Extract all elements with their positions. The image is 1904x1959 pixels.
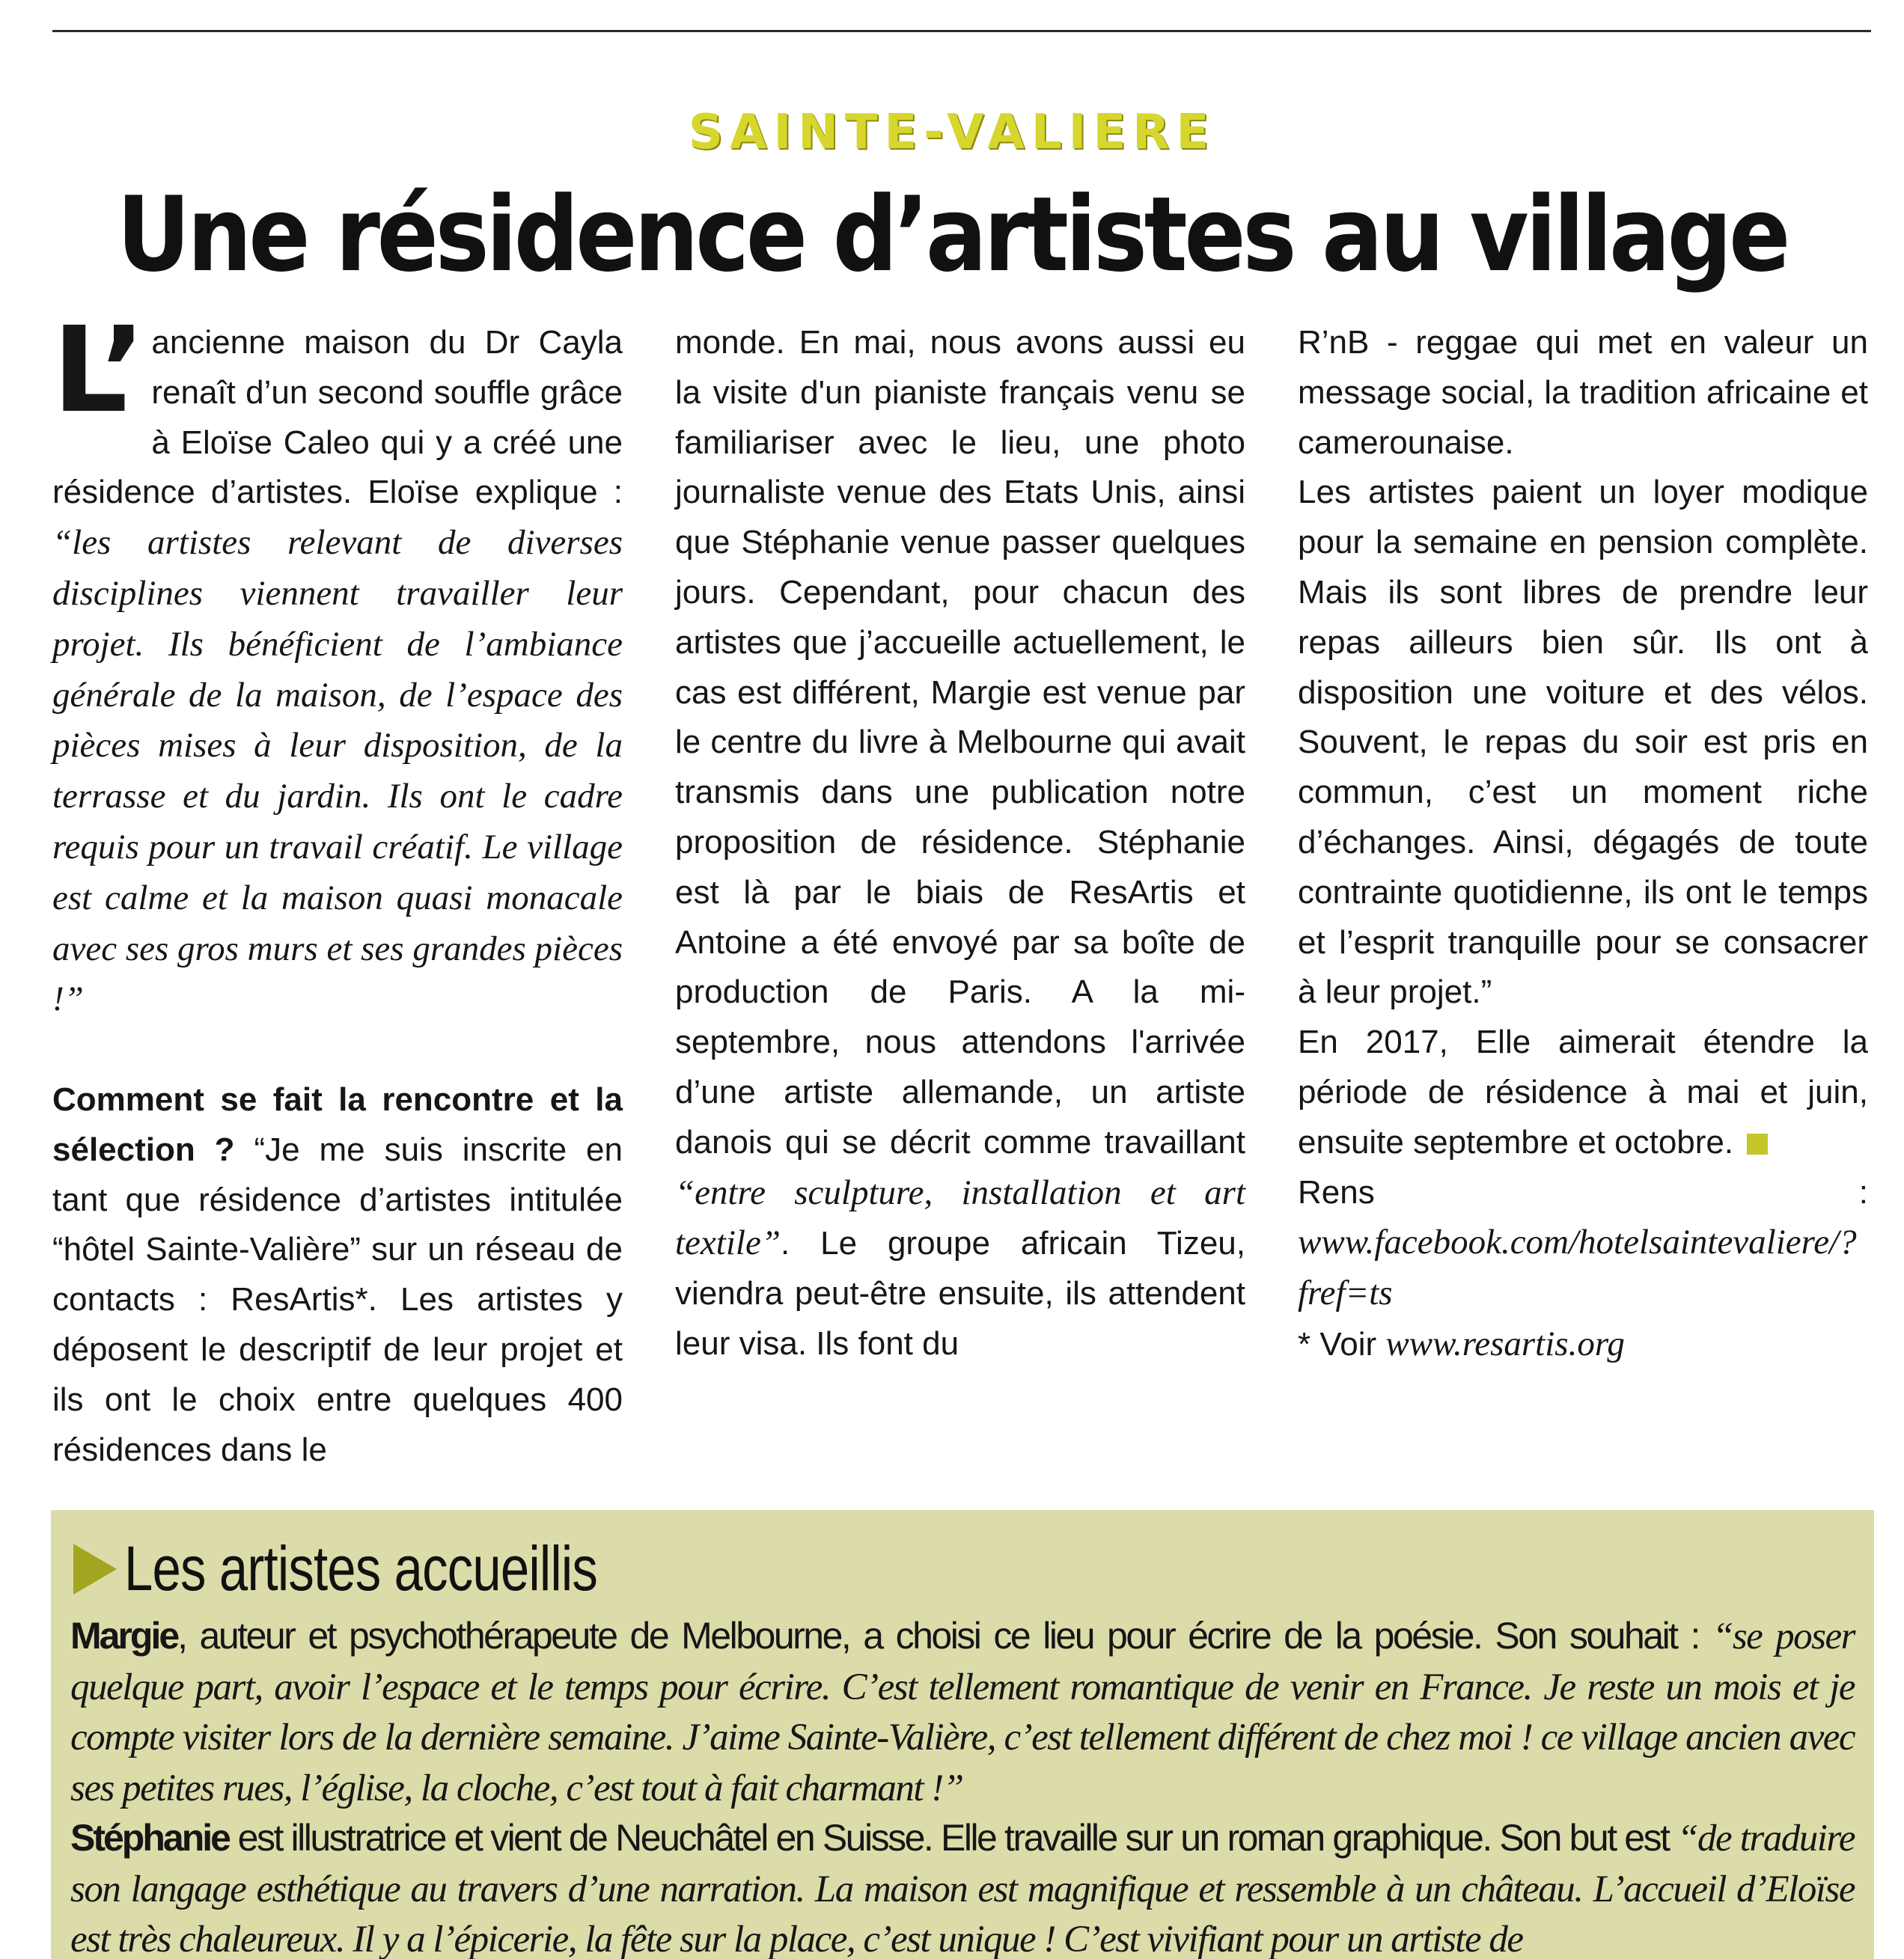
artist-name: Stéphanie [70,1817,229,1859]
article-columns [52,302,1868,1485]
column-3-paragraph-1: R’nB - reggae qui met en valeur un message social, la tradition africaine et camerounaise. [1298,324,1868,461]
drop-cap: L’ [52,302,146,439]
section-kicker: SAINTE-VALIERE [688,105,1216,160]
column-1 [52,302,623,1485]
triangle-arrow-icon [73,1544,117,1595]
info-label: Rens : [1298,1173,1868,1211]
resartis-link[interactable]: www.resartis.org [1385,1324,1625,1363]
artist-name: Margie [70,1615,178,1657]
footnote-label: * Voir [1298,1325,1386,1363]
end-of-article-square-icon [1747,1134,1768,1155]
plans-text: En 2017, Elle aimerait étendre la période de résidence à mai et juin, ensuite septembre et octobre. [1298,1024,1868,1161]
top-rule [52,30,1871,32]
footnote-line [1298,1319,1868,1370]
sidebar-box [51,1510,1874,1959]
column-1-paragraph-2 [52,1075,623,1475]
question-heading: Comment se fait la rencontre et la sélection ? [52,1081,623,1168]
stephanie-paragraph [70,1813,1855,1959]
column-2-paragraph [675,318,1245,1369]
visits-text-end: . Le groupe africain Tizeu, viendra peut-être ensuite, ils attendent leur visa. Ils font du [675,1225,1245,1362]
artist-description: est illustratrice et vient de Neuchâtel en Suisse. Elle travaille sur un roman graphique. Son but est [228,1817,1678,1859]
box-title-text: Les artistes accueillis [124,1533,597,1604]
column-3-paragraph-3 [1298,1018,1868,1167]
margie-paragraph [70,1611,1855,1813]
paragraph-gap [52,1025,623,1075]
selection-text: “Je me suis inscrite en tant que résidence d’artistes intitulée “hôtel Sainte-Valière” sur un réseau de contacts : ResArtis*. Les artistes y déposent le descriptif de leur projet et ils ont le choix entre quelques 400 résidences dans le [52,1131,623,1468]
artist-description: , auteur et psychothérapeute de Melbourne, a choisi ce lieu pour écrire de la poésie. Son souhait : [177,1615,1712,1657]
box-title [73,1532,701,1605]
column-3-paragraph-2: Les artistes paient un loyer modique pour la semaine en pension complète. Mais ils sont libres de prendre leur repas ailleurs bien sûr. Ils ont à disposition une voiture et des vélos. Souvent, le repas du soir est pris en commun, c’est un moment riche d’échanges. Ainsi, dégagés de toute contrainte quotidienne, ils ont le temps et l’esprit tranquille pour se consacrer à leur projet.” [1298,474,1868,1011]
artist-quote: “de traduire son langage esthétique au travers d’une narration. La maison est magnifique et ressemble à un château. L’accueil d’Eloïse est très chaleureux. Il y a l’épicerie, la fête sur la place, c’est unique ! C’est vivifiant pour un artiste de [70,1818,1855,1959]
column-3 [1298,318,1868,1485]
column-2 [675,318,1245,1485]
danish-artist-quote: “entre sculpture, installation et art textile” [675,1173,1245,1263]
headline: Une résidence d’artistes au village [116,174,1788,295]
column-1-paragraph-1 [52,302,623,1025]
intro-text: ancienne maison du Dr Cayla renaît d’un second souffle grâce à Eloïse Caleo qui y a créé une résidence d’artistes. Eloïse explique : [52,324,623,511]
artist-quote: “se poser quelque part, avoir l’espace et le temps pour écrire. C’est tellement romantique de venir en France. Je reste un mois et je compte visiter lors de la dernière semaine. J’aime Sainte-Valière, c’est tellement différent de chez moi ! ce village ancien avec ses petites rues, l’église, la cloche, c’est tout à fait charmant !” [70,1616,1855,1809]
info-line [1298,1168,1868,1319]
intro-quote: “les artistes relevant de diverses disciplines viennent travailler leur projet. Ils bénéficient de l’ambiance générale de la maison, de l’espace des pièces mises à leur disposition, de la terrasse et du jardin. Ils ont le cadre requis pour un travail créatif. Le village est calme et la maison quasi monacale avec ses gros murs et ses grandes pièces !” [52,523,623,1019]
box-body [70,1611,1855,1959]
visits-text: monde. En mai, nous avons aussi eu la visite d'un pianiste français venu se familiariser avec le lieu, une photo journaliste venue des Etats Unis, ainsi que Stéphanie venue passer quelques jours. Cependant, pour chacun des artistes que j’accueille actuellement, le cas est différent, Margie est venue par le centre du livre à Melbourne qui avait transmis dans une publication notre proposition de résidence. Stéphanie est là par le biais de ResArtis et Antoine a été envoyé par sa boîte de production de Paris. A la mi-septembre, nous attendons l'arrivée d’une artiste allemande, un artiste danois qui se décrit comme travaillant [675,324,1245,1161]
facebook-link[interactable]: www.facebook.com/hotelsaintevaliere/?fref=ts [1298,1223,1857,1313]
